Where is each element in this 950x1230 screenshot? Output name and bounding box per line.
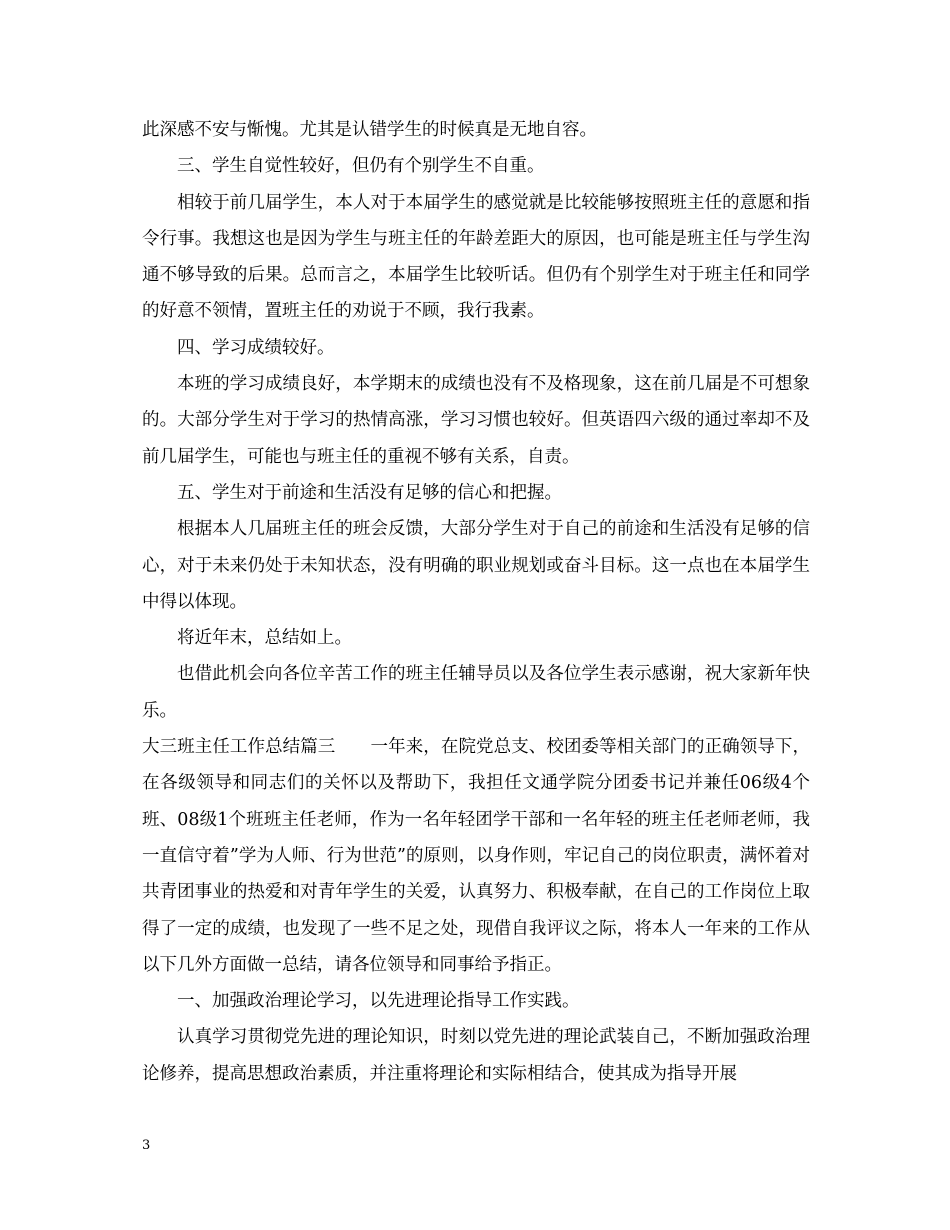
page-number: 3 (142, 1138, 151, 1153)
section-three-intro: 大三班主任工作总结篇三 一年来，在院党总支、校团委等相关部门的正确领导下，在各级领导和同志们的关怀以及帮助下，我担任文通学院分团委书记并兼任06级4个班、08级1个班班主任老师，作为一名年轻团学干部和一名年轻的班主任老师老师，我一直信守着”学为人师、行为世范”的原则，以身作则，牢记自己的岗位职责，满怀着对共青团事业的热爱和对青年学生的关爱，认真努力、积极奉献，在自己的工作岗位上取得了一定的成绩，也发现了一些不足之处，现借自我评议之际，将本人一年来的工作从以下几外方面做一总结，请各位领导和同事给予指正。 (142, 737, 810, 975)
heading-4: 四、学习成绩较好。 (177, 337, 335, 358)
paragraph-final: 认真学习贯彻党先进的理论知识，时刻以党先进的理论武装自己，不断加强政治理论修养，提高思想政治素质，并注重将理论和实际相结合，使其成为指导开展 (142, 1027, 810, 1084)
thanks-paragraph: 也借此机会向各位辛苦工作的班主任辅导员以及各位学生表示感谢，祝大家新年快乐。 (142, 664, 810, 721)
paragraph-5: 根据本人几届班主任的班会反馈，大部分学生对于自己的前途和生活没有足够的信心，对于未来仍处于未知状态，没有明确的职业规划或奋斗目标。这一点也在本届学生中得以体现。 (142, 519, 810, 612)
paragraph-3: 相较于前几届学生，本人对于本届学生的感觉就是比较能够按照班主任的意愿和指令行事。我想这也是因为学生与班主任的年龄差距大的原因，也可能是班主任与学生沟通不够导致的后果。总而言之，本届学生比较听话。但仍有个别学生对于班主任和同学的好意不领情，置班主任的劝说于不顾，我行我素。 (142, 192, 810, 322)
heading-5: 五、学生对于前途和生活没有足够的信心和把握。 (177, 482, 562, 503)
closing-line: 将近年末，总结如上。 (177, 628, 352, 649)
paragraph-1: 此深感不安与惭愧。尤其是认错学生的时候真是无地自容。 (142, 120, 597, 140)
heading-3: 三、学生自觉性较好，但仍有个别学生不自重。 (177, 156, 545, 177)
heading-1: 一、加强政治理论学习，以先进理论指导工作实践。 (177, 991, 580, 1012)
paragraph-4: 本班的学习成绩良好，本学期末的成绩也没有不及格现象，这在前几届是不可想象的。大部分学生对于学习的热情高涨，学习习惯也较好。但英语四六级的通过率却不及前几届学生，可能也与班主任的重视不够有关系，自责。 (142, 374, 810, 467)
document-body (142, 112, 810, 1092)
